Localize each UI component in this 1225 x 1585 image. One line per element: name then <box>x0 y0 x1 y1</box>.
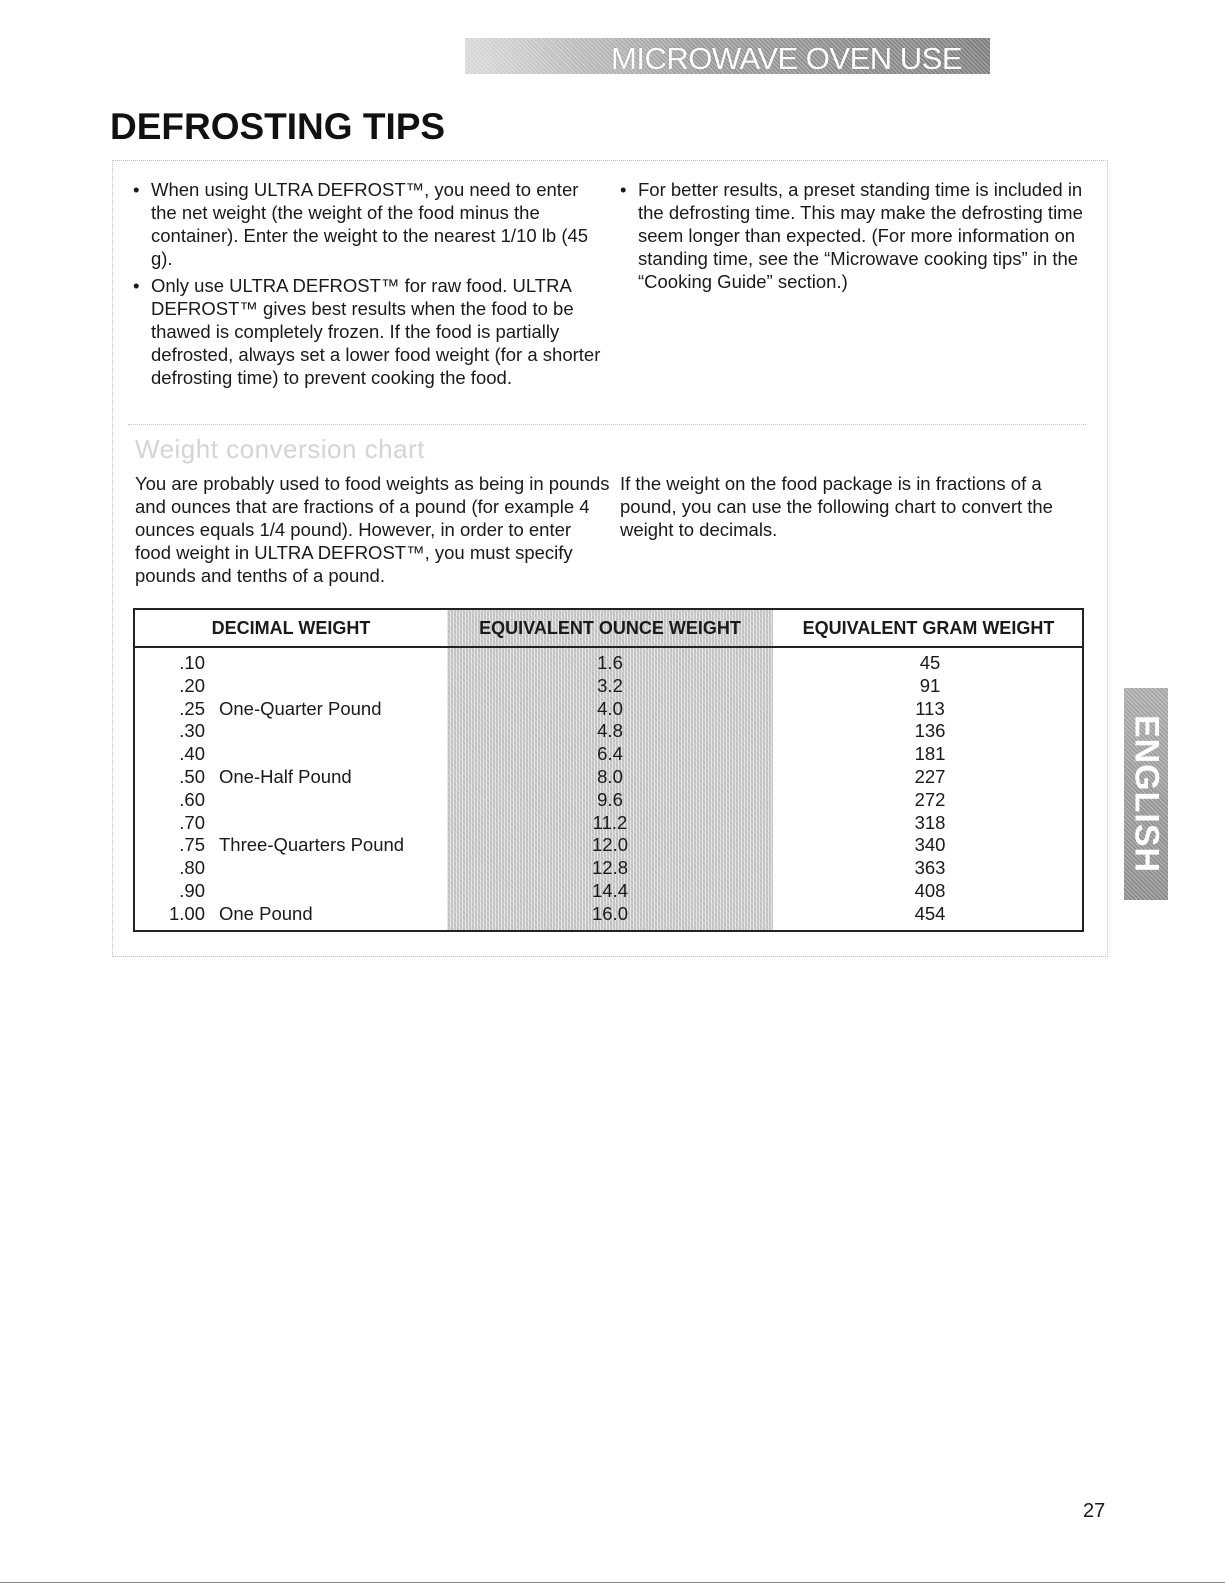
tip-item <box>620 178 1100 293</box>
ounce-weight: 12.8 <box>591 857 628 879</box>
table-row <box>135 698 1082 721</box>
bullet-icon: • <box>133 275 140 296</box>
decimal-weight: .30 <box>179 720 205 742</box>
bullet-icon: • <box>133 179 140 200</box>
table-row <box>135 766 1082 789</box>
table-row <box>135 743 1082 766</box>
table-row <box>135 834 1082 857</box>
page-title: DEFROSTING TIPS <box>110 106 446 147</box>
conversion-table <box>133 608 1084 932</box>
conversion-intro-left: You are probably used to food weights as being in pounds and ounces that are fractions of a pound (for example 4 ounces equals 1/4 pound). However, in order to enter food weight in ULTRA DEFROST™, you must specify pounds and tenths of a pound. <box>135 473 610 586</box>
column-header-gram: EQUIVALENT GRAM WEIGHT <box>802 618 1055 638</box>
section-label: MICROWAVE OVEN USE <box>611 41 962 76</box>
column-header-ounce: EQUIVALENT OUNCE WEIGHT <box>479 618 741 638</box>
ounce-weight: 9.6 <box>597 788 623 810</box>
tip-item <box>133 274 608 389</box>
decimal-weight: .40 <box>179 743 205 765</box>
ounce-weight: 6.4 <box>597 743 623 765</box>
gram-weight: 318 <box>914 811 946 833</box>
bottom-rule <box>0 1582 1225 1583</box>
weight-description: Three-Quarters Pound <box>219 834 405 856</box>
gram-weight: 91 <box>919 674 941 696</box>
tips-column-right <box>620 178 1100 297</box>
gram-weight: 227 <box>914 765 946 787</box>
table-row <box>135 789 1082 812</box>
ounce-weight: 8.0 <box>597 765 623 787</box>
section-banner <box>465 38 990 74</box>
chart-heading: Weight conversion chart <box>135 434 425 464</box>
tip-text: When using ULTRA DEFROST™, you need to enter the net weight (the weight of the food minus the container). Enter the weight to the nearest 1/10 lb (45 g). <box>151 179 589 269</box>
gram-weight: 136 <box>914 720 946 742</box>
weight-description: One Pound <box>219 902 313 924</box>
weight-description: One-Half Pound <box>219 765 352 787</box>
table-row <box>135 880 1082 903</box>
ounce-weight: 14.4 <box>591 879 628 901</box>
conversion-intro-right: If the weight on the food package is in fractions of a pound, you can use the following chart to convert the weight to decimals. <box>620 473 1053 540</box>
gram-weight: 45 <box>919 652 941 673</box>
ounce-weight: 12.0 <box>591 834 628 856</box>
decimal-weight: 1.00 <box>168 902 205 924</box>
bullet-icon: • <box>620 179 627 200</box>
table-row <box>135 652 1082 675</box>
table-row <box>135 720 1082 743</box>
decimal-weight: .75 <box>179 834 205 856</box>
tip-text: Only use ULTRA DEFROST™ for raw food. ULTRA DEFROST™ gives best results when the food to be thawed is completely frozen. If the food is partially defrosted, always set a lower food weight (for a shorter defrosting time) to prevent cooking the food. <box>151 275 601 388</box>
decimal-weight: .10 <box>179 652 205 673</box>
decimal-weight: .80 <box>179 857 205 879</box>
table-row <box>135 812 1082 835</box>
gram-weight: 113 <box>915 697 945 719</box>
table-body <box>135 652 1082 926</box>
ounce-weight: 11.2 <box>592 811 628 833</box>
gram-weight: 454 <box>914 902 946 924</box>
ounce-weight: 4.8 <box>597 720 623 742</box>
ounce-weight: 1.6 <box>597 652 623 673</box>
page-number: 27 <box>1083 1500 1106 1522</box>
decimal-weight: .20 <box>179 674 205 696</box>
gram-weight: 340 <box>914 834 946 856</box>
gram-weight: 181 <box>914 743 946 765</box>
section-divider <box>128 424 1086 425</box>
decimal-weight: .70 <box>179 811 205 833</box>
decimal-weight: .25 <box>179 697 205 719</box>
weight-description: One-Quarter Pound <box>219 697 382 719</box>
tip-text: For better results, a preset standing time is included in the defrosting time. This may make the defrosting time seem longer than expected. (For more information on standing time, see the “Microwave cooking tips” in the “Cooking Guide” section.) <box>638 179 1083 292</box>
decimal-weight: .50 <box>179 765 205 787</box>
gram-weight: 272 <box>914 788 946 810</box>
language-label: ENGLISH <box>1127 714 1166 874</box>
ounce-weight: 4.0 <box>597 697 623 719</box>
tips-column-left <box>133 178 608 393</box>
table-row <box>135 675 1082 698</box>
ounce-weight: 3.2 <box>597 674 623 696</box>
table-row <box>135 903 1082 926</box>
gram-weight: 408 <box>914 879 946 901</box>
table-row <box>135 857 1082 880</box>
ounce-weight: 16.0 <box>591 902 628 924</box>
table-header <box>135 610 1082 648</box>
column-header-decimal: DECIMAL WEIGHT <box>211 618 371 638</box>
tip-item <box>133 178 608 270</box>
decimal-weight: .60 <box>179 788 205 810</box>
decimal-weight: .90 <box>179 879 205 901</box>
gram-weight: 363 <box>914 857 946 879</box>
language-side-tab <box>1124 688 1168 900</box>
